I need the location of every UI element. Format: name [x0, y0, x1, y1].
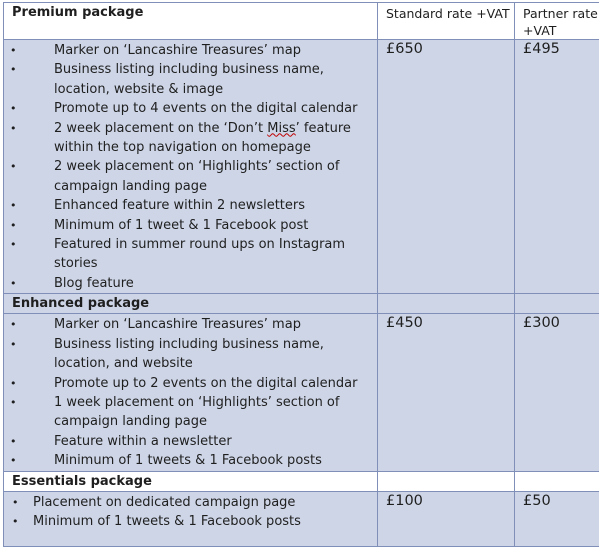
premium-partner-price: £495 — [515, 40, 599, 294]
empty-cell — [378, 294, 515, 314]
essentials-feature-list — [4, 492, 377, 532]
list-item: • Marker on ‘Lancashire Treasures’ map — [4, 315, 377, 334]
bullet-icon: • — [10, 216, 17, 235]
empty-cell — [515, 471, 599, 491]
list-item: • Minimum of 1 tweet & 1 Facebook post — [4, 216, 377, 235]
package-pricing-table — [3, 2, 599, 547]
bullet-icon: • — [10, 335, 17, 354]
bullet-icon: • — [10, 274, 17, 293]
premium-row — [4, 40, 599, 294]
bullet-icon: • — [10, 315, 17, 334]
bullet-icon: • — [10, 119, 17, 138]
spellcheck-underline: Miss — [267, 121, 295, 136]
list-item: • Placement on dedicated campaign page — [4, 493, 377, 512]
list-item: • Business listing including business name, location, and website — [4, 335, 377, 374]
bullet-icon: • — [10, 99, 17, 118]
enhanced-row — [4, 314, 599, 471]
list-item: • 1 week placement on ‘Highlights’ section of campaign landing page — [4, 393, 377, 432]
standard-rate-header: Standard rate +VAT — [378, 3, 515, 40]
list-item: • 2 week placement on ‘Highlights’ section of campaign landing page — [4, 157, 377, 196]
premium-features-cell — [4, 40, 378, 294]
list-item: • Featured in summer round ups on Instagram stories — [4, 235, 377, 274]
bullet-icon: • — [12, 512, 19, 531]
bullet-icon: • — [10, 451, 17, 470]
bullet-icon: • — [10, 432, 17, 451]
list-item: • Business listing including business name, location, website & image — [4, 60, 377, 99]
premium-package-title: Premium package — [4, 3, 378, 40]
empty-cell — [515, 294, 599, 314]
list-item: • Minimum of 1 tweets & 1 Facebook posts — [4, 512, 377, 531]
premium-feature-list — [4, 40, 377, 293]
enhanced-feature-list — [4, 314, 377, 470]
bullet-icon: • — [10, 235, 17, 254]
partner-rate-header: Partner rate +VAT — [515, 3, 599, 40]
essentials-package-title: Essentials package — [4, 471, 378, 491]
enhanced-package-title: Enhanced package — [4, 294, 378, 314]
bullet-icon: • — [10, 393, 17, 412]
header-row — [4, 3, 599, 40]
list-item: • Minimum of 1 tweets & 1 Facebook posts — [4, 451, 377, 470]
essentials-title-row — [4, 471, 599, 491]
list-item: • Blog feature — [4, 274, 377, 293]
enhanced-partner-price: £300 — [515, 314, 599, 471]
bullet-icon: • — [10, 60, 17, 79]
list-item: • Feature within a newsletter — [4, 432, 377, 451]
list-item: • Marker on ‘Lancashire Treasures’ map — [4, 41, 377, 60]
essentials-standard-price: £100 — [378, 491, 515, 546]
list-item: • Enhanced feature within 2 newsletters — [4, 196, 377, 215]
bullet-icon: • — [10, 41, 17, 60]
enhanced-features-cell — [4, 314, 378, 471]
essentials-features-cell — [4, 491, 378, 546]
bullet-icon: • — [12, 493, 19, 512]
essentials-row — [4, 491, 599, 546]
empty-cell — [378, 471, 515, 491]
list-item: • Promote up to 2 events on the digital calendar — [4, 374, 377, 393]
bullet-icon: • — [10, 196, 17, 215]
enhanced-standard-price: £450 — [378, 314, 515, 471]
list-item: • Promote up to 4 events on the digital calendar — [4, 99, 377, 118]
essentials-partner-price: £50 — [515, 491, 599, 546]
enhanced-title-row — [4, 294, 599, 314]
list-item: • 2 week placement on the ‘Don’t Miss’ feature within the top navigation on homepage — [4, 119, 377, 158]
bullet-icon: • — [10, 374, 17, 393]
premium-standard-price: £650 — [378, 40, 515, 294]
bullet-icon: • — [10, 157, 17, 176]
